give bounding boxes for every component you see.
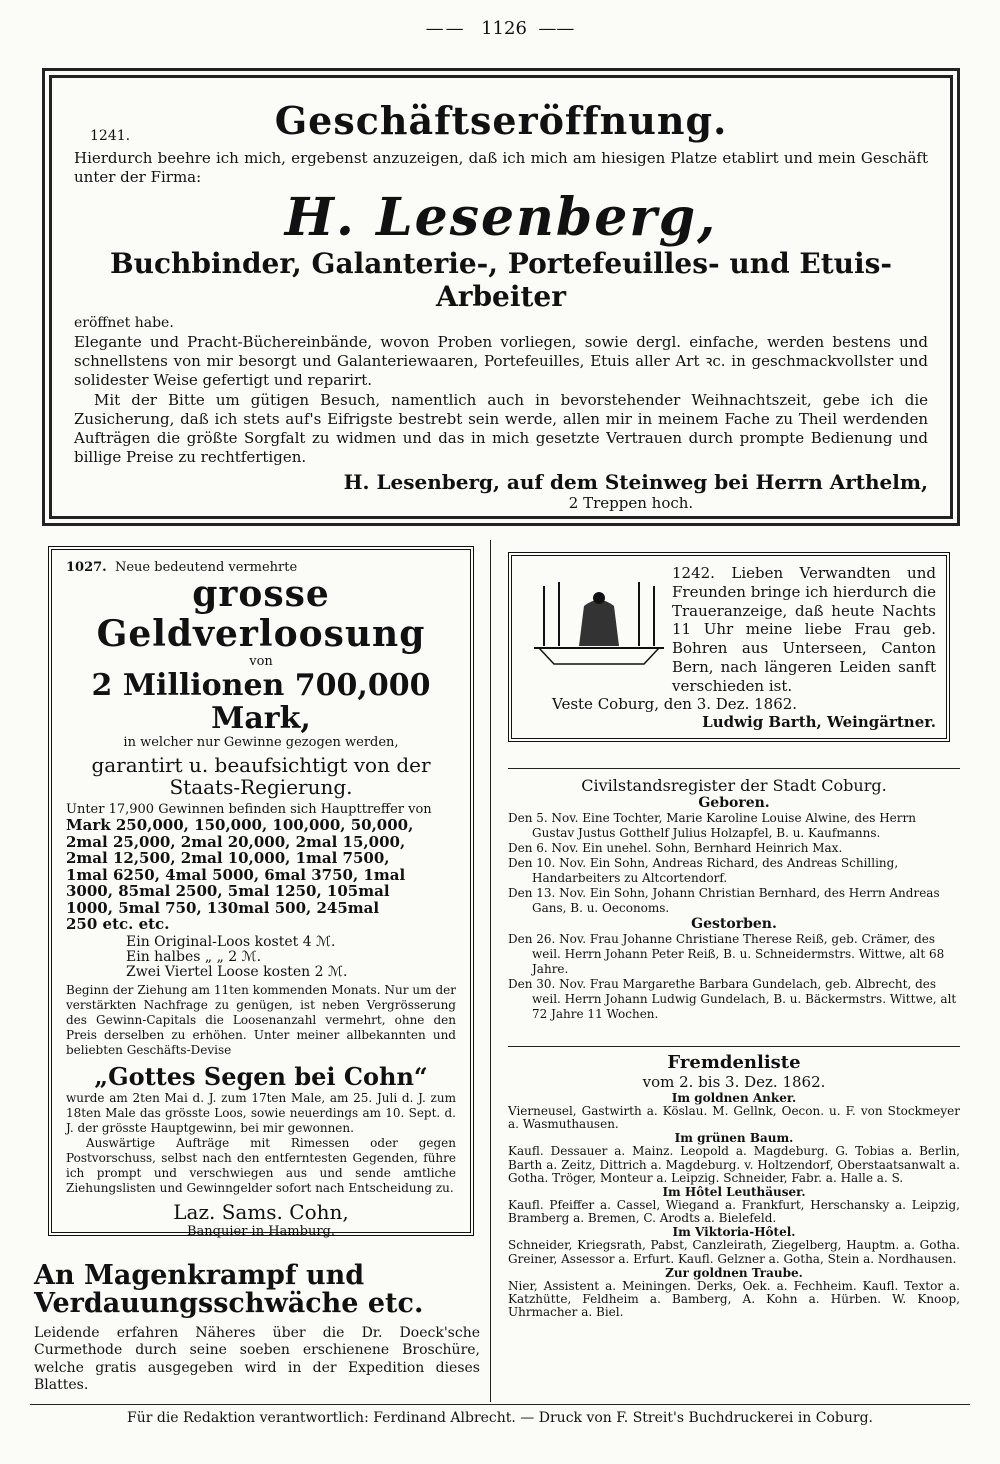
notice-death: [508, 552, 950, 742]
page-header: —— 1126 ——: [425, 18, 575, 39]
lottery-number: 1027.: [66, 560, 107, 575]
section-heading: Im Hôtel Leuthäuser.: [662, 1184, 806, 1199]
firm-name: H. Lesenberg,: [284, 186, 718, 248]
section-text: Kaufl. Dessauer a. Mainz. Leopold a. Magdeburg. G. Tobias a. Berlin, Barth a. Zeitz, Dittrich a. Magdeburg. v. Holtzendorf, Oberstaatsanwalt a. Gotha. Tröger, Monteur a. Leipzig. Schneider, Fabr. a. Halle a. S.: [508, 1144, 960, 1185]
notice-title: Geschäftseröffnung.: [274, 98, 728, 143]
lottery-title: grosse Geldverloosung: [96, 573, 426, 655]
prize-line: Mark 250,000, 150,000, 100,000, 50,000,: [66, 817, 414, 834]
lottery-signature-2: Banquier in Hamburg.: [186, 1223, 335, 1239]
prize-line: 2mal 25,000, 2mal 20,000, 2mal 15,000,: [66, 833, 406, 851]
lottery-paragraph-1: Beginn der Ziehung am 11ten kommenden Monats. Nur um der verstärkten Nachfrage zu genügen, ist neben Vergrösserung des Gewinn-Capitals die Loosenanzahl vermehrt, ohne den Preis derselben zu erhöhen. Unter meiner allbekannten und beliebten Geschäfts-Devise: [66, 982, 456, 1057]
loos-line: Ein halbes „ „ 2 ℳ.: [126, 949, 262, 966]
loos-line: Ein Original-Loos kostet 4 ℳ.: [126, 933, 336, 950]
prize-line: 250 etc. etc.: [66, 916, 170, 933]
lottery-devise: „Gottes Segen bei Cohn“: [94, 1061, 428, 1091]
prize-line: 3000, 85mal 2500, 5mal 1250, 105mal: [66, 883, 390, 900]
lottery-line1: Neue bedeutend vermehrte: [114, 560, 298, 575]
ad-stomach: [34, 1262, 480, 1394]
section-text: Schneider, Kriegsrath, Pabst, Canzleirath, Ziegelberg, Hauptm. a. Gotha. Greiner, Assessor a. Erfurt. Kaufl. Gelzner a. Gotha, Stein a. Nordhausen.: [508, 1238, 960, 1266]
section-text: Nier, Assistent a. Meiningen. Derks, Oek. a. Fechheim. Kaufl. Textor a. Katzhütte, Feldheim a. Bamberg, A. Kohn a. Hürben. W. Knoop, Uhrmacher a. Biel.: [508, 1278, 960, 1320]
born-heading: Geboren.: [698, 795, 770, 811]
notice-business-opening: [42, 68, 960, 526]
death-number: 1242.: [672, 564, 715, 582]
footer-divider: [30, 1404, 970, 1405]
stomach-title: An Magenkrampf und Verdauungsschwäche etc.: [34, 1260, 424, 1320]
lottery-paragraph-3: Auswärtige Aufträge mit Rimessen oder gegen Postvorschuss, selbst nach den entferntesten Gegenden, führe ich prompt und verschwiegen aus und sende amtliche Ziehungslisten und Gewinngelder sofort nach Entscheidung zu.: [66, 1135, 456, 1195]
prize-list: [66, 817, 456, 933]
opened-line: eröffnet habe.: [74, 315, 174, 332]
strangers-title: Fremdenliste: [667, 1052, 801, 1073]
column-divider: [490, 540, 491, 1402]
section-heading: Im grünen Baum.: [674, 1131, 794, 1146]
notice-paragraph-2: Elegante und Pracht-Büchereinbände, wovon Proben vorliegen, sowie dergl. einfache, werden bestens und schnellstens von mir besorgt und Galanteriewaaren, Portefeuilles, Etuis aller Art ꝛc. in geschmackvollster und solidester Weise gefertigt und reparirt.: [74, 333, 928, 389]
footer-imprint: Für die Redaktion verantwortlich: Ferdinand Albrecht. — Druck von F. Streit's Buchdruckerei in Coburg.: [126, 1410, 873, 1426]
trade-line: Buchbinder, Galanterie-, Portefeuilles- und Etuis-Arbeiter: [109, 247, 893, 314]
died-list: [508, 932, 960, 1022]
died-heading: Gestorben.: [691, 916, 777, 932]
death-place: Veste Coburg, den 3. Dez. 1862.: [552, 695, 798, 714]
civil-register: [508, 776, 960, 1022]
notice-signature-2: 2 Treppen hoch.: [568, 494, 694, 513]
notice-paragraph-3: Mit der Bitte um gütigen Besuch, namentlich auch in bevorstehender Weihnachtszeit, gebe ich die Zusicherung, daß ich stets auf's Eifrigste bestrebt sein werde, allen mir in meinem Fache zu Theil werdenden Aufträgen die größte Sorgfalt zu widmen und das in mich gesetzte Vertrauen durch prompte Bedienung und billige Preise zu rechtfertigen.: [74, 391, 928, 466]
lottery-von: von: [249, 654, 273, 670]
lottery-paragraph-2: wurde am 2ten Mai d. J. zum 17ten Male, am 25. Juli d. J. zum 18ten Male das grösste Loos, sowie neuerdings am 10. Sept. d. J. der grösste Hauptgewinn, bei mir gewonnen.: [66, 1090, 456, 1135]
lottery-signature: Laz. Sams. Cohn,: [173, 1199, 349, 1224]
prize-line: 1000, 5mal 750, 130mal 500, 245mal: [66, 899, 380, 917]
section-heading: Zur goldnen Traube.: [665, 1265, 803, 1280]
notice-signature: H. Lesenberg, auf dem Steinweg bei Herrn Arthelm,: [343, 470, 928, 495]
lottery-line4: in welcher nur Gewinne gezogen werden,: [123, 735, 399, 751]
death-text: [672, 564, 936, 695]
section-heading: Im goldnen Anker.: [671, 1091, 797, 1105]
loos-line: Zwei Viertel Loose kosten 2 ℳ.: [126, 964, 348, 981]
loos-prices: [126, 935, 456, 981]
ad-lottery: [48, 546, 474, 1239]
list-item: Den 13. Nov. Ein Sohn, Johann Christian Bernhard, des Herrn Andreas Gans, B. u. Oeconoms.: [508, 886, 940, 915]
page-number: 1126: [481, 18, 527, 39]
stomach-text: Leidende erfahren Näheres über die Dr. Doeck'sche Curmethode durch seine soeben erschienene Broschüre, welche gratis ausgegeben wird in der Expedition dieses Blattes.: [34, 1324, 480, 1394]
list-item: Den 26. Nov. Frau Johanne Christiane Therese Reiß, geb. Crämer, des weil. Herrn Johann Peter Reiß, B. u. Schneidermstrs. Wittwe, alt 68 Jahre.: [508, 932, 945, 976]
death-body: Lieben Verwandten und Freunden bringe ich hierdurch die Traueranzeige, daß heute Nachts 11 Uhr meine liebe Frau geb. Bohren aus Unterseen, Canton Bern, nach längeren Leiden sanft verschieden ist.: [672, 564, 936, 695]
section-text: Vierneusel, Gastwirth a. Köslau. M. Gellnk, Oecon. u. F. von Stockmeyer a. Wasmuthausen.: [508, 1104, 960, 1132]
lottery-amount: 2 Millionen 700,000 Mark,: [91, 668, 431, 737]
death-signature: Ludwig Barth, Weingärtner.: [702, 713, 936, 732]
divider: [508, 768, 960, 769]
list-item: Den 10. Nov. Ein Sohn, Andreas Richard, des Andreas Schilling, Handarbeiters zu Altcortendorf.: [508, 856, 899, 885]
mourning-vignette-icon: [534, 576, 664, 666]
section-heading: Im Viktoria-Hôtel.: [672, 1225, 796, 1240]
born-list: [508, 811, 960, 916]
prize-line: 1mal 6250, 4mal 5000, 6mal 3750, 1mal: [66, 866, 406, 884]
strangers-list: [508, 1052, 960, 1319]
lottery-line5: garantirt u. beaufsichtigt von der Staats-Regierung.: [91, 753, 431, 800]
civil-title: Civilstandsregister der Stadt Coburg.: [581, 776, 887, 795]
notice-intro: Hierdurch beehre ich mich, ergebenst anzuzeigen, daß ich mich am hiesigen Platze etablirt und mein Geschäft unter der Firma:: [74, 149, 928, 186]
strangers-dates: vom 2. bis 3. Dez. 1862.: [642, 1073, 826, 1091]
prize-line: 2mal 12,500, 2mal 10,000, 1mal 7500,: [66, 850, 390, 867]
divider: [508, 1046, 960, 1047]
list-item: Den 30. Nov. Frau Margarethe Barbara Gundelach, geb. Albrecht, des weil. Herrn Johann Ludwig Gundelach, B. u. Bäckermstrs. Wittwe, alt 72 Jahre 11 Wochen.: [508, 977, 957, 1021]
lottery-prizes-intro: Unter 17,900 Gewinnen befinden sich Haupttreffer von: [66, 802, 432, 818]
list-item: Den 5. Nov. Eine Tochter, Marie Karoline Louise Alwine, des Herrn Gustav Justus Gotthelf Julius Holzapfel, B. u. Kaufmanns.: [508, 811, 916, 840]
list-item: Den 6. Nov. Ein unehel. Sohn, Bernhard Heinrich Max.: [508, 841, 843, 855]
notice-number: 1241.: [90, 128, 131, 144]
section-text: Kaufl. Pfeiffer a. Cassel, Wiegand a. Frankfurt, Herschansky a. Leipzig, Bramberg a. Bremen, C. Arodts a. Bielefeld.: [508, 1197, 960, 1226]
